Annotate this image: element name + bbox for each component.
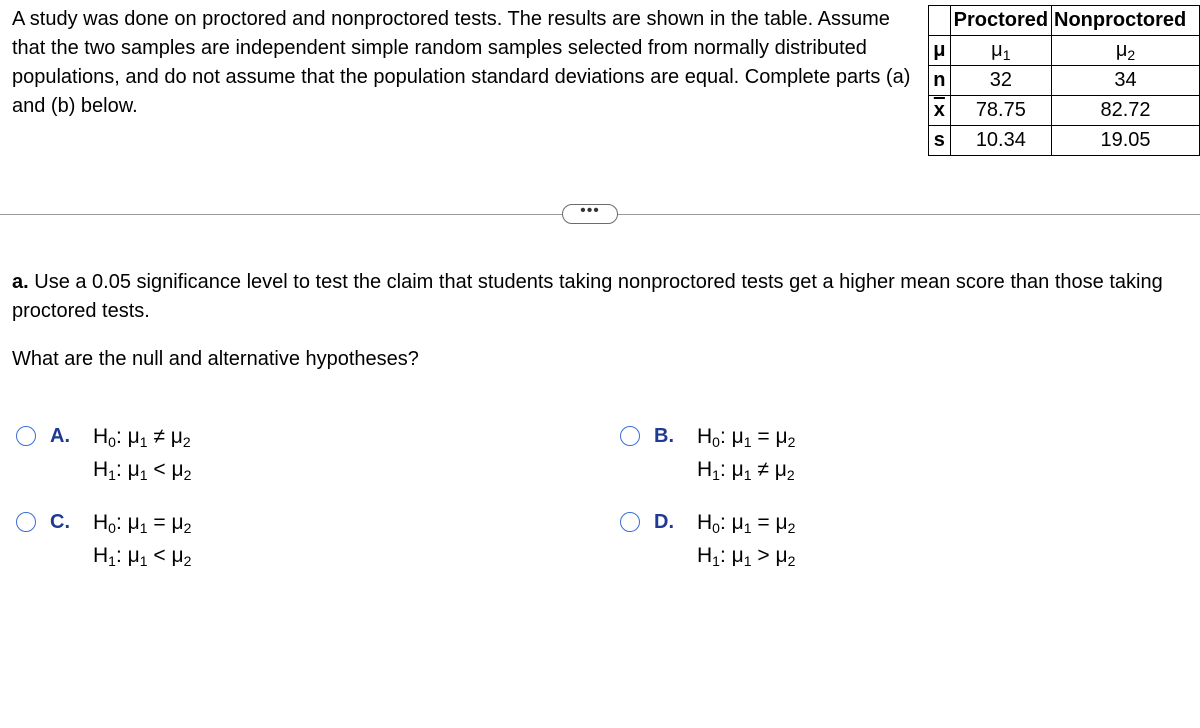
h-symbol: H — [697, 425, 713, 448]
mu-symbol: μ — [127, 511, 140, 534]
relation-operator: < — [153, 544, 166, 567]
table-row-xbar — [929, 96, 1200, 126]
colon: : — [719, 425, 726, 448]
mu-subscript: 1 — [743, 467, 752, 483]
mu-symbol: μ — [775, 544, 788, 567]
mu-symbol: μ — [774, 458, 787, 481]
cell-xbar1: 78.75 — [950, 96, 1051, 126]
colon: : — [719, 511, 726, 534]
part-a-label: a. — [12, 271, 29, 293]
h-subscript: 0 — [712, 520, 720, 536]
column-header-nonproctored-label: Nonproctored — [1054, 9, 1187, 31]
h-symbol: H — [93, 511, 109, 534]
colon: : — [115, 458, 122, 481]
row-label-s: s — [929, 126, 951, 156]
mu-symbol: μ — [170, 425, 183, 448]
radio-button-b[interactable] — [620, 426, 640, 446]
mu-subscript: 1 — [139, 520, 148, 536]
option-letter: D. — [654, 511, 674, 533]
option-letter: C. — [50, 511, 70, 533]
null-hypothesis — [697, 508, 795, 537]
cell-n2: 34 — [1052, 66, 1200, 96]
table-row-n — [929, 66, 1200, 96]
h-subscript: 1 — [108, 467, 116, 483]
column-header-proctored: Proctored — [950, 6, 1051, 36]
mu-subscript: 2 — [183, 467, 192, 483]
radio-button-d[interactable] — [620, 512, 640, 532]
h-symbol: H — [93, 458, 109, 481]
h-subscript: 1 — [108, 553, 116, 569]
option-d[interactable] — [620, 508, 1040, 578]
cell-mu1-symbol: μ — [991, 39, 1003, 61]
h-subscript: 0 — [108, 520, 116, 536]
hypotheses-question: What are the null and alternative hypotheses? — [12, 348, 419, 370]
mu-symbol: μ — [731, 425, 744, 448]
row-label-xbar — [929, 96, 951, 126]
expand-content-button[interactable]: ••• — [562, 204, 618, 224]
cell-mu2-symbol: μ — [1115, 39, 1128, 61]
h-subscript: 0 — [712, 434, 720, 450]
sample-data-table — [928, 5, 1200, 156]
relation-operator: < — [153, 458, 166, 481]
cell-s1: 10.34 — [950, 126, 1051, 156]
cell-mu1 — [950, 36, 1051, 66]
colon: : — [115, 544, 122, 567]
mu-subscript: 1 — [743, 520, 752, 536]
h-symbol: H — [697, 458, 713, 481]
cell-mu2 — [1052, 36, 1200, 66]
mu-symbol: μ — [775, 425, 788, 448]
h-symbol: H — [697, 544, 713, 567]
radio-button-c[interactable] — [16, 512, 36, 532]
part-a-prompt — [12, 268, 1192, 326]
relation-operator: ≠ — [153, 425, 165, 448]
h-subscript: 1 — [712, 553, 720, 569]
relation-operator: = — [757, 511, 770, 534]
null-hypothesis — [697, 422, 795, 451]
cell-n1: 32 — [950, 66, 1051, 96]
mu-symbol: μ — [731, 458, 744, 481]
problem-statement: A study was done on proctored and nonproctored tests. The results are shown in the table. Assume that the two samples are independent simple random samples selected from normally distributed populations, and do not assume that the population standard deviations are equal. Complete parts (a) and (b) below. — [12, 8, 911, 117]
mu-subscript: 2 — [786, 467, 795, 483]
cell-mu2-subscript: 2 — [1127, 47, 1136, 63]
option-b[interactable] — [620, 422, 1040, 492]
part-a-text: Use a 0.05 significance level to test the claim that students taking nonproctored tests get a higher mean score than those taking proctored tests. — [12, 271, 1163, 322]
alternative-hypothesis — [93, 541, 191, 570]
h-symbol: H — [697, 511, 713, 534]
mu-symbol: μ — [171, 511, 184, 534]
alternative-hypothesis — [697, 541, 795, 570]
colon: : — [719, 458, 726, 481]
h-symbol: H — [93, 544, 109, 567]
mu-subscript: 2 — [183, 553, 192, 569]
mu-subscript: 1 — [139, 434, 148, 450]
alternative-hypothesis — [697, 455, 795, 484]
row-label-mu: μ — [929, 36, 951, 66]
mu-subscript: 2 — [787, 520, 796, 536]
cell-s2: 19.05 — [1052, 126, 1200, 156]
mu-subscript: 2 — [183, 520, 192, 536]
mu-symbol: μ — [731, 511, 744, 534]
relation-operator: = — [757, 425, 770, 448]
cell-mu1-subscript: 1 — [1002, 47, 1011, 63]
relation-operator: ≠ — [757, 458, 769, 481]
h-subscript: 1 — [712, 467, 720, 483]
relation-operator: = — [153, 511, 166, 534]
null-hypothesis — [93, 422, 191, 451]
h-subscript: 0 — [108, 434, 116, 450]
mu-subscript: 1 — [139, 553, 148, 569]
cell-xbar2: 82.72 — [1052, 96, 1200, 126]
colon: : — [719, 544, 726, 567]
radio-button-a[interactable] — [16, 426, 36, 446]
xbar-symbol: x — [933, 99, 945, 121]
null-hypothesis — [93, 508, 191, 537]
h-symbol: H — [93, 425, 109, 448]
mu-subscript: 2 — [787, 553, 796, 569]
table-header-row — [929, 6, 1200, 36]
mu-symbol: μ — [127, 458, 140, 481]
table-row-mu — [929, 36, 1200, 66]
mu-symbol: μ — [171, 458, 184, 481]
row-label-n: n — [929, 66, 951, 96]
table-corner-cell — [929, 6, 951, 36]
mu-symbol: μ — [171, 544, 184, 567]
mu-symbol: μ — [775, 511, 788, 534]
table-row-s — [929, 126, 1200, 156]
option-a[interactable] — [16, 422, 436, 492]
mu-subscript: 1 — [743, 434, 752, 450]
mu-symbol: μ — [731, 544, 744, 567]
mu-subscript: 2 — [787, 434, 796, 450]
mu-subscript: 1 — [743, 553, 752, 569]
alternative-hypothesis — [93, 455, 191, 484]
option-letter: B. — [654, 425, 674, 447]
option-letter: A. — [50, 425, 70, 447]
mu-subscript: 2 — [182, 434, 191, 450]
colon: : — [115, 425, 122, 448]
mu-symbol: μ — [127, 425, 140, 448]
mu-symbol: μ — [127, 544, 140, 567]
mu-subscript: 1 — [139, 467, 148, 483]
colon: : — [115, 511, 122, 534]
column-header-nonproctored — [1052, 6, 1200, 36]
option-c[interactable] — [16, 508, 436, 578]
relation-operator: > — [757, 544, 770, 567]
